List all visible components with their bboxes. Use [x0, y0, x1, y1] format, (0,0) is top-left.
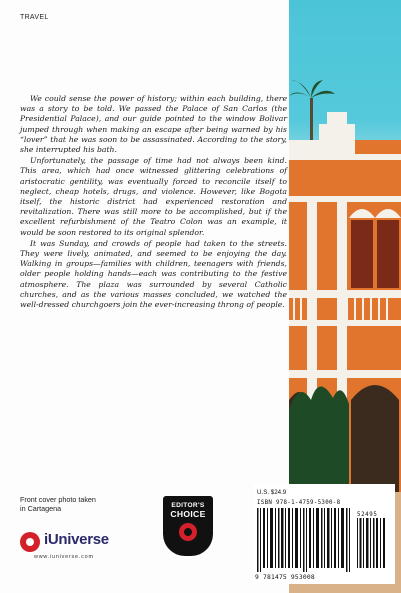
blurb-paragraph: Unfortunately, the passage of time had not always been kind. This area, which had once witnessed glittering celebrations of aristocratic gentility, was eventually forced to reconcile itself to neglect, cheap hotels, drugs, and violence. However, like Bogota itself, the historic district had experienced restoration and revitalization. There was still more to be accomplished, but if the excellent refurbishment of the Teatro Colon was an example, it would be soon restored to its original splendor.	[20, 156, 287, 237]
publisher-url: www.iuniverse.com	[34, 554, 94, 560]
price-label: U.S. $24.9	[257, 489, 287, 496]
iuniverse-logo-icon	[20, 532, 40, 552]
photo-credit-line: Front cover photo taken	[20, 495, 96, 504]
blurb-paragraph: It was Sunday, and crowds of people had taken to the streets. They were lively, animated, and seemed to be enjoying the day. Walking in groups—families with children, teenagers with friends, older people holding hands—each was contributing to the festive atmosphere. The plaza was surrounded by several Catholic churches, and as the various masses concluded, we watched the well-dressed churchgoers join the ever-increasing throng of people.	[20, 238, 287, 310]
badge-seal-icon	[179, 523, 197, 541]
barcode-ean-digits: 9 781475 953008	[255, 574, 315, 581]
editors-choice-badge	[163, 496, 213, 556]
blurb-paragraph: We could sense the power of history; within each building, there was a story to be told. We passed the Palace of San Carlos (the Presidential Palace), and our guide pointed to the window Bolivar jumped through when making an escape after being warned by his “lover” that he was soon to be assassinated. According to the story, she interrupted his bath.	[20, 94, 287, 155]
publisher-name: iUniverse	[44, 531, 109, 548]
category-label: TRAVEL	[20, 14, 49, 21]
publisher-block	[20, 528, 140, 568]
photo-credit	[20, 495, 96, 513]
barcode-addon-digits: 52495	[357, 512, 378, 518]
badge-line: CHOICE	[170, 509, 206, 519]
photo-credit-line: in Cartagena	[20, 504, 62, 513]
blurb-text	[20, 94, 287, 310]
badge-line: EDITOR'S	[171, 502, 205, 509]
isbn-label: ISBN 978-1-4759-5300-8	[257, 500, 341, 506]
